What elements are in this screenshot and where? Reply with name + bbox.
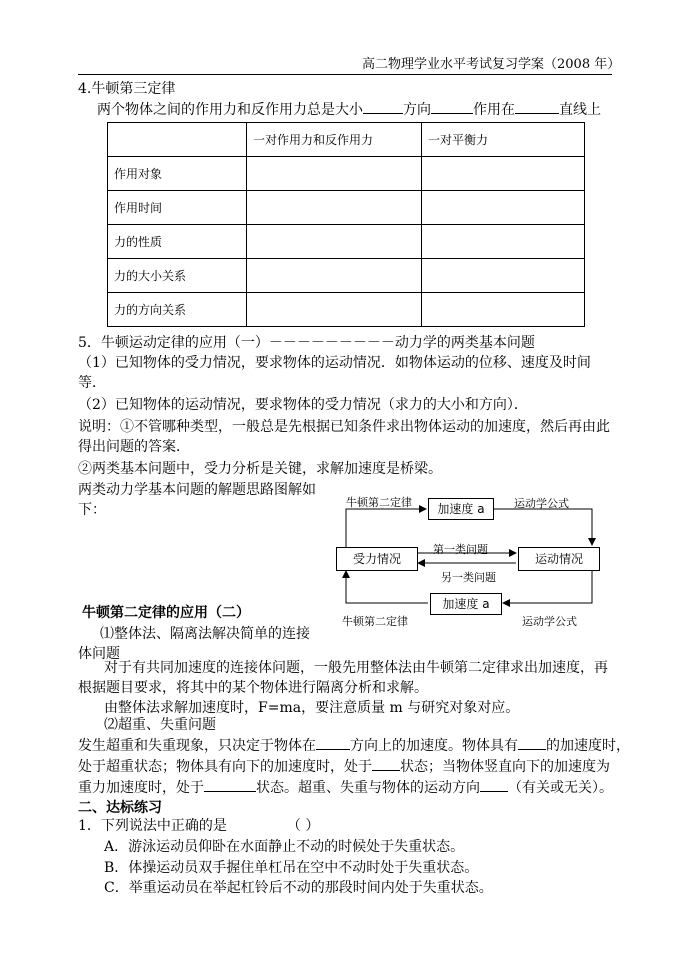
section5-p1b: 等． bbox=[78, 375, 106, 391]
app2-p3-line3 bbox=[78, 779, 613, 797]
table-row bbox=[108, 259, 585, 293]
blank-2 bbox=[431, 101, 473, 114]
diagram-intro-b: 下： bbox=[78, 502, 106, 518]
table-header-cell: 一对平衡力 bbox=[422, 123, 585, 157]
table-cell-empty bbox=[247, 293, 422, 327]
blank-state-1 bbox=[372, 758, 400, 771]
fill-mid2: 作用在 bbox=[473, 102, 515, 118]
blank-relation bbox=[480, 779, 508, 792]
diagram-box-accel-top bbox=[428, 498, 494, 520]
diagram-intro-a: 两类动力学基本问题的解题思路图解如 bbox=[78, 482, 316, 498]
option-c: C．举重运动员在举起杠铃后不动的那段时间内处于失重状态。 bbox=[104, 880, 493, 896]
fill-end: 直线上 bbox=[559, 102, 601, 118]
diagram-box-force-text: 受力情况 bbox=[352, 552, 401, 566]
section5-p2: （2）已知物体的运动情况，要求物体的受力情况（求力的大小和方向）． bbox=[78, 397, 528, 413]
p3a1: 发生超重和失重现象，只决定于物体在 bbox=[78, 738, 316, 754]
app2-item2: ⑵超重、失重问题 bbox=[104, 717, 216, 733]
table-cell-empty bbox=[422, 293, 585, 327]
arrow-accel-top-to-motion bbox=[493, 509, 592, 545]
table-cell-empty bbox=[247, 225, 422, 259]
table-row bbox=[108, 293, 585, 327]
blank-state-2 bbox=[204, 779, 256, 792]
blank-direction bbox=[316, 737, 350, 750]
table-header-cell: 一对作用力和反作用力 bbox=[247, 123, 422, 157]
p3a3: 的加速度时， bbox=[546, 738, 630, 754]
app2-p3-line1 bbox=[78, 737, 630, 755]
diagram-label-kinematics-top: 运动学公式 bbox=[514, 497, 569, 510]
table-cell-empty bbox=[422, 157, 585, 191]
practice-heading: 二、达标练习 bbox=[78, 800, 162, 816]
blank-3 bbox=[515, 101, 559, 114]
section5-note2: ②两类基本问题中，受力分析是关键，求解加速度是桥梁。 bbox=[78, 461, 442, 477]
page-header-title: 高二物理学业水平考试复习学案（2008 年） bbox=[362, 57, 621, 72]
question-1-text: 1．下列说法中正确的是 bbox=[78, 818, 227, 834]
table-cell-empty bbox=[247, 259, 422, 293]
p3c1: 重力加速度时，处于 bbox=[78, 780, 204, 796]
app2-item1a: ⑴整体法、隔离法解决简单的连接 bbox=[100, 626, 310, 642]
app2-item1b: 体问题 bbox=[78, 646, 120, 662]
section4-fill-sentence bbox=[97, 101, 601, 119]
table-row bbox=[108, 225, 585, 259]
option-a: A．游泳运动员仰卧在水面静止不动的时候处于失重状态。 bbox=[104, 839, 465, 855]
header-divider bbox=[78, 74, 612, 75]
app2-p3-line2 bbox=[78, 758, 610, 776]
diagram-box-motion-text: 运动情况 bbox=[534, 552, 583, 566]
table-cell-empty bbox=[422, 259, 585, 293]
diagram-label-first-problem: 第一类问题 bbox=[433, 543, 488, 556]
arrow-motion-to-accel-bottom bbox=[503, 570, 592, 603]
section4-heading: 4.牛顿第三定律 bbox=[78, 81, 176, 97]
table-row-label: 作用时间 bbox=[108, 191, 247, 225]
blank-1 bbox=[363, 101, 403, 114]
diagram-box-motion bbox=[518, 547, 600, 571]
diagram-label-other-problem: 另一类问题 bbox=[441, 571, 496, 584]
arrow-force-to-accel-top bbox=[346, 509, 426, 547]
table-row-label: 力的性质 bbox=[108, 225, 247, 259]
app2-heading: 牛顿第二定律的应用（二） bbox=[82, 605, 250, 621]
table-cell-empty bbox=[422, 225, 585, 259]
table-row-label: 力的大小关系 bbox=[108, 259, 247, 293]
table-header-row bbox=[108, 123, 585, 157]
table-cell-empty bbox=[247, 191, 422, 225]
section5-note1b: 得出问题的答案． bbox=[78, 439, 190, 455]
p3b2: 状态；当物体竖直向下的加速度为 bbox=[400, 759, 610, 775]
fill-prefix: 两个物体之间的作用力和反作用力总是大小 bbox=[97, 102, 363, 118]
comparison-table bbox=[107, 122, 585, 327]
arrow-accel-bottom-to-force bbox=[346, 571, 428, 603]
p3b1: 处于超重状态；物体具有向下的加速度时，处于 bbox=[78, 759, 372, 775]
diagram-label-newton-top: 牛顿第二定律 bbox=[346, 496, 412, 509]
table-row bbox=[108, 157, 585, 191]
option-b: B．体操运动员双手握住单杠吊在空中不动时处于失重状态。 bbox=[104, 860, 479, 876]
table-cell-empty bbox=[247, 157, 422, 191]
table-row-label: 作用对象 bbox=[108, 157, 247, 191]
section5-heading: 5．牛顿运动定律的应用（一）－－－－－－－－－动力学的两类基本问题 bbox=[78, 335, 535, 351]
app2-p2: 由整体法求解加速度时，F=ma，要注意质量 m 与研究对象对应。 bbox=[104, 700, 520, 716]
table-cell-empty bbox=[422, 191, 585, 225]
app2-p1b: 根据题目要求，将其中的某个物体进行隔离分析和求解。 bbox=[78, 680, 428, 696]
diagram-box-force bbox=[336, 547, 418, 571]
p3c2: 状态。超重、失重与物体的运动方向 bbox=[256, 780, 480, 796]
blank-accel-dir bbox=[518, 737, 546, 750]
p3a2: 方向上的加速度。物体具有 bbox=[350, 738, 518, 754]
fill-mid1: 方向 bbox=[403, 102, 431, 118]
section5-p1a: （1）已知物体的受力情况，要求物体的运动情况．如物体运动的位移、速度及时间 bbox=[78, 355, 591, 371]
table-row-label: 力的方向关系 bbox=[108, 293, 247, 327]
section5-note1a: 说明：①不管哪种类型，一般总是先根据已知条件求出物体运动的加速度，然后再由此 bbox=[78, 419, 610, 435]
diagram-box-accel-top-text: 加速度 a bbox=[437, 502, 485, 516]
diagram-box-accel-bottom-text: 加速度 a bbox=[442, 597, 490, 611]
question-1 bbox=[78, 817, 319, 835]
diagram-label-newton-bottom: 牛顿第二定律 bbox=[342, 615, 408, 628]
table-header-cell bbox=[108, 123, 247, 157]
question-1-answer-paren: （ ） bbox=[286, 818, 320, 834]
p3c3: （有关或无关）。 bbox=[508, 780, 613, 796]
diagram-label-kinematics-bottom: 运动学公式 bbox=[522, 615, 577, 628]
table-row bbox=[108, 191, 585, 225]
app2-p1a: 对于有共同加速度的连接体问题，一般先用整体法由牛顿第二定律求出加速度，再 bbox=[104, 660, 608, 676]
diagram-box-accel-bottom bbox=[430, 593, 502, 615]
